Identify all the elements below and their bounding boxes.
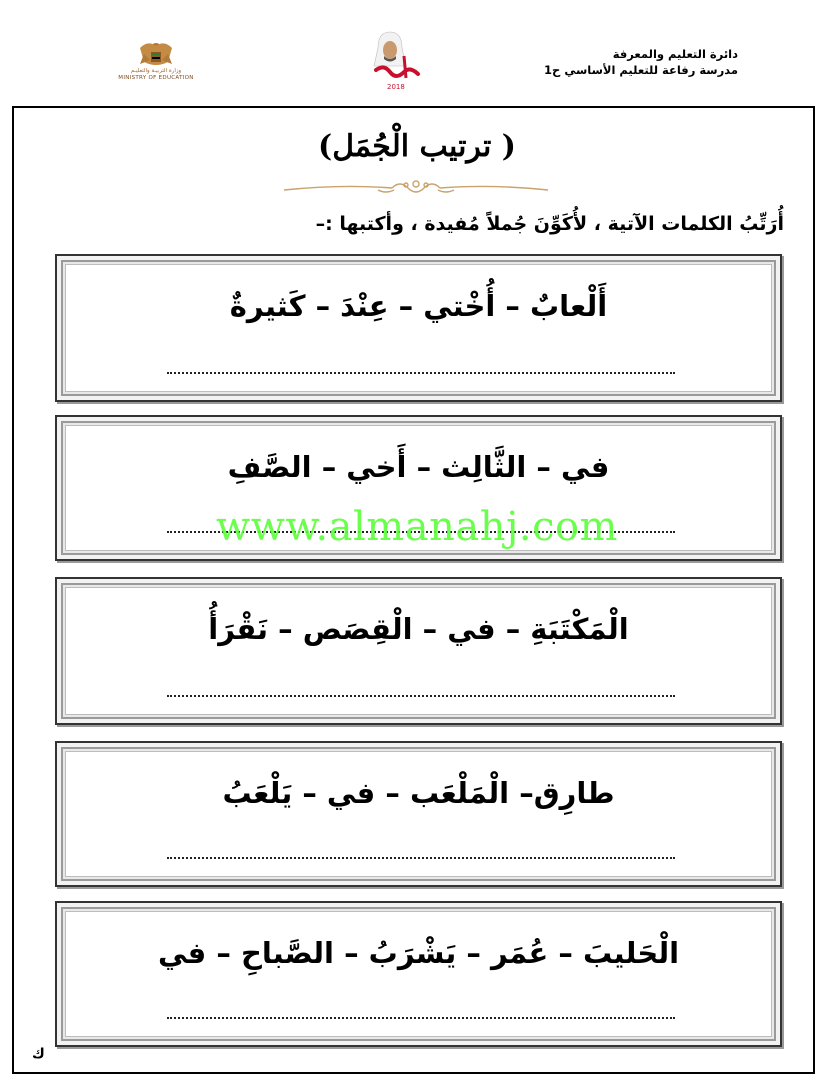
exercise-card-5 (55, 901, 782, 1047)
answer-line[interactable] (167, 372, 675, 374)
page-title: ( ترتيب الْجُمَل) (318, 129, 516, 164)
ministry-name-en: MINISTRY OF EDUCATION (118, 75, 194, 81)
watermark-text: www.almanahj.com (215, 504, 618, 550)
school-header (544, 46, 738, 78)
exercise-card-4 (55, 741, 782, 887)
divider-ornament-icon (282, 176, 550, 198)
exercise-words: الْمَكْتَبَةِ – في – الْقِصَص – نَقْرَأُ (208, 612, 629, 646)
corner-mark: ك (32, 1046, 45, 1062)
exercise-card-1 (55, 254, 782, 402)
exercise-card-3 (55, 577, 782, 725)
ministry-emblem-icon (110, 36, 202, 92)
department-name: دائرة التعليم والمعرفة (612, 47, 738, 61)
answer-line[interactable] (167, 1017, 675, 1019)
exercise-words: طارِق– الْمَلْعَب – في – يَلْعَبُ (222, 776, 615, 810)
exercise-words: الْحَليبَ – عُمَر – يَشْرَبُ – الصَّباحِ – في (157, 936, 680, 970)
exercise-words: في – الثَّالِث – أَخي – الصَّفِ (227, 450, 610, 484)
school-name: مدرسة رفاعة للتعليم الأساسي ح1 (544, 63, 738, 77)
exercise-words: أَلْعابٌ – أُخْتي – عِنْدَ – كَثيرةٌ (229, 289, 608, 323)
answer-line[interactable] (167, 695, 675, 697)
year-of-zayed-logo (360, 26, 432, 92)
ministry-name-ar: وزارة التربيـة والتعليـم (130, 68, 182, 74)
instruction-text: أُرَتِّبُ الكلمات الآتية ، لأُكَوِّنَ جُملاً مُفيدة ، وأكتبها :– (315, 213, 784, 235)
answer-line[interactable] (167, 857, 675, 859)
ministry-label (96, 68, 216, 82)
zayed-year: 2018 (387, 83, 405, 91)
